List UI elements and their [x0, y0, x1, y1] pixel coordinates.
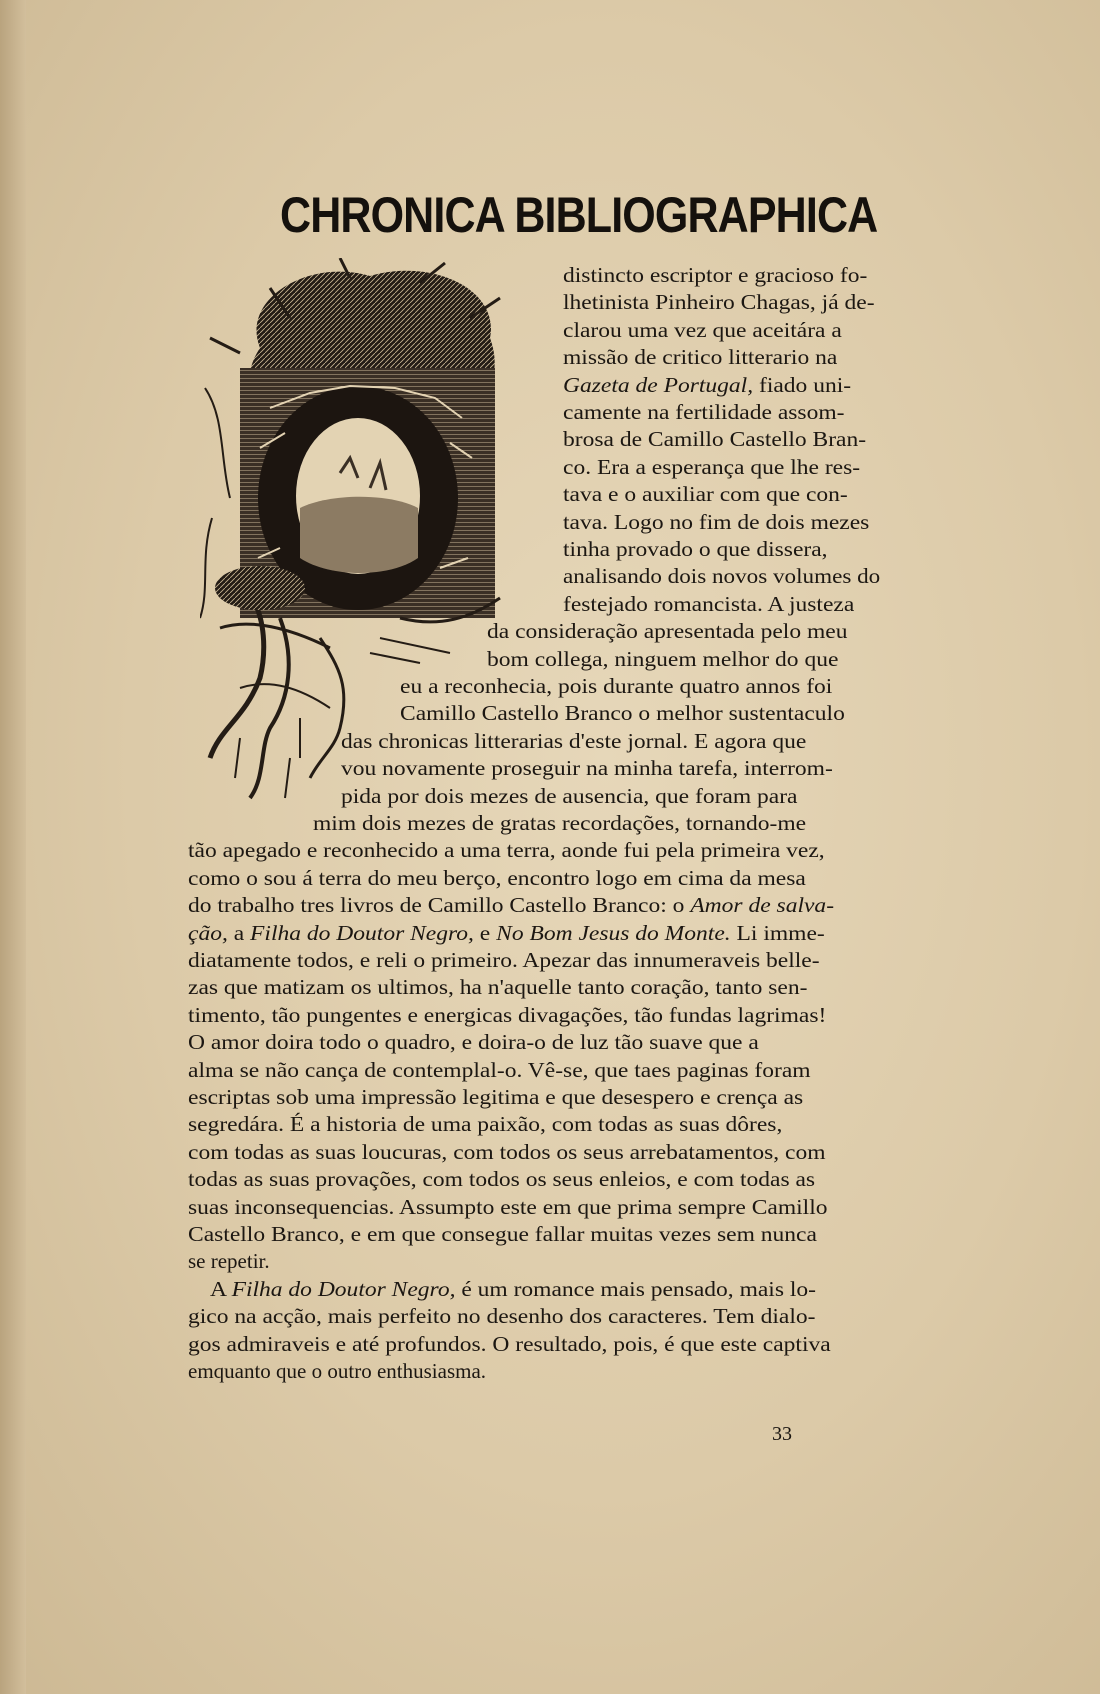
- text-run: bom collega, ninguem melhor do que: [487, 646, 839, 671]
- text-run: co. Era a esperança que lhe res-: [563, 454, 861, 479]
- text-run: tava e o auxiliar com que con-: [563, 482, 848, 507]
- text-run: zas que matizam os ultimos, ha n'aquelle tanto coração, tanto sen-: [188, 975, 808, 1000]
- text-run: O amor doira todo o quadro, e doira-o de luz tão suave que a: [188, 1030, 759, 1055]
- text-line: [400, 700, 845, 728]
- text-run: suas inconsequencias. Assumpto este em que prima sempre Camillo: [188, 1194, 828, 1219]
- text-run: Castello Branco, e em que consegue fallar muitas vezes sem nunca: [188, 1222, 817, 1246]
- text-run: gos admiraveis e até profundos. O resultado, pois, é que este captiva: [188, 1331, 831, 1356]
- text-line: [563, 372, 851, 400]
- text-run: todas as suas provações, com todos os seus enleios, e com todas as: [188, 1167, 816, 1192]
- text-line: [487, 646, 838, 674]
- italic-title: Gazeta de Portugal,: [563, 372, 754, 397]
- text-run: com todas as suas loucuras, com todos os seus arrebatamentos, com: [188, 1139, 826, 1164]
- text-run: distincto escriptor e gracioso fo-: [563, 263, 868, 287]
- text-run: das chronicas litterarias d'este jornal. E agora que: [341, 728, 807, 753]
- text-run: se repetir.: [188, 1249, 270, 1274]
- text-run: lhetinista Pinheiro Chagas, já de-: [563, 290, 875, 315]
- text-run: tinha provado o que dissera,: [563, 537, 828, 561]
- text-line: [188, 1084, 803, 1112]
- text-run: analisando dois novos volumes do: [563, 564, 881, 589]
- text-line: [563, 344, 837, 372]
- text-line: [188, 892, 834, 920]
- text-run: clarou uma vez que aceitára a: [563, 317, 842, 342]
- text-line: [563, 454, 860, 482]
- text-line: [188, 1221, 817, 1249]
- text-line: [563, 317, 842, 345]
- text-run: Camillo Castello Branco o melhor sustentaculo: [400, 701, 845, 726]
- text-line: [188, 947, 820, 975]
- text-line: [341, 783, 798, 811]
- text-run: pida por dois mezes de ausencia, que foram para: [341, 783, 798, 808]
- page-edge: [0, 0, 26, 1694]
- text-line: [188, 865, 806, 893]
- italic-title: Amor de salva-: [690, 893, 835, 918]
- text-line: [188, 1029, 759, 1057]
- text-line: [188, 920, 825, 948]
- text-line: [188, 1248, 270, 1276]
- text-run: festejado romancista. A justeza: [563, 591, 855, 616]
- text-line: [563, 399, 844, 427]
- text-line: [400, 673, 832, 701]
- text-line: [188, 1166, 815, 1194]
- text-line: [188, 1002, 826, 1030]
- text-line: [188, 1194, 827, 1222]
- text-run: gico na acção, mais perfeito no desenho dos caracteres. Tem dialo-: [188, 1304, 816, 1329]
- text-line: [188, 1331, 831, 1359]
- text-run: brosa de Camillo Castello Bran-: [563, 427, 867, 452]
- text-line: [563, 426, 866, 454]
- text-run: tão apegado e reconhecido a uma terra, aonde fui pela primeira vez,: [188, 838, 825, 863]
- text-run: Li imme-: [730, 920, 825, 945]
- text-line: [188, 1139, 826, 1167]
- italic-title: Filha do Doutor Negro,: [250, 920, 474, 945]
- text-run: vou novamente proseguir na minha tarefa, interrom-: [341, 756, 833, 781]
- italic-title: ção,: [188, 920, 228, 945]
- text-line: [563, 591, 854, 619]
- text-run: a: [227, 920, 251, 945]
- text-line: [188, 1057, 811, 1085]
- text-line: [341, 755, 833, 783]
- text-run: emquanto que o outro enthusiasma.: [188, 1359, 487, 1383]
- text-run: diatamente todos, e reli o primeiro. Apezar das innumeraveis belle-: [188, 948, 820, 972]
- text-line: [188, 837, 825, 865]
- italic-title: No Bom Jesus do Monte.: [496, 920, 731, 945]
- text-run: alma se não cança de contemplal-o. Vê-se, que taes paginas foram: [188, 1057, 811, 1082]
- text-run: do trabalho tres livros de Camillo Castello Branco: o: [188, 893, 691, 918]
- text-line: [563, 289, 875, 317]
- text-run: da consideração apresentada pelo meu: [487, 619, 848, 644]
- text-line: [487, 618, 847, 646]
- text-line: [188, 1303, 815, 1331]
- text-run: A: [210, 1276, 232, 1301]
- text-run: segredára. É a historia de uma paixão, com todas as suas dôres,: [188, 1112, 783, 1137]
- text-line: [188, 1358, 486, 1386]
- text-line: [563, 262, 867, 290]
- text-line: [341, 728, 806, 756]
- text-run: tava. Logo no fim de dois mezes: [563, 509, 870, 534]
- text-line: [210, 1276, 816, 1304]
- text-run: eu a reconhecia, pois durante quatro annos foi: [400, 674, 833, 698]
- text-line: [563, 536, 828, 564]
- text-run: escriptas sob uma impressão legitima e que desespero e crença as: [188, 1085, 804, 1109]
- text-run: é um romance mais pensado, mais lo-: [455, 1276, 817, 1301]
- text-run: timento, tão pungentes e energicas divagações, tão fundas lagrimas!: [188, 1002, 827, 1027]
- text-run: camente na fertilidade assom-: [563, 400, 845, 424]
- text-run: como o sou á terra do meu berço, encontro logo em cima da mesa: [188, 865, 806, 890]
- text-run: mim dois mezes de gratas recordações, tornando-me: [313, 811, 807, 835]
- text-line: [563, 509, 869, 537]
- text-run: missão de critico litterario na: [563, 345, 838, 370]
- text-line: [563, 563, 880, 591]
- text-run: e: [473, 920, 497, 945]
- italic-title: Filha do Doutor Negro,: [231, 1276, 456, 1301]
- text-line: [188, 974, 807, 1002]
- page-title: CHRONICA BIBLIOGRAPHICA: [280, 187, 878, 243]
- text-line: [313, 810, 806, 838]
- page-number: 33: [772, 1423, 792, 1445]
- text-run: fiado uni-: [753, 372, 852, 397]
- text-line: [188, 1111, 782, 1139]
- text-line: [563, 481, 848, 509]
